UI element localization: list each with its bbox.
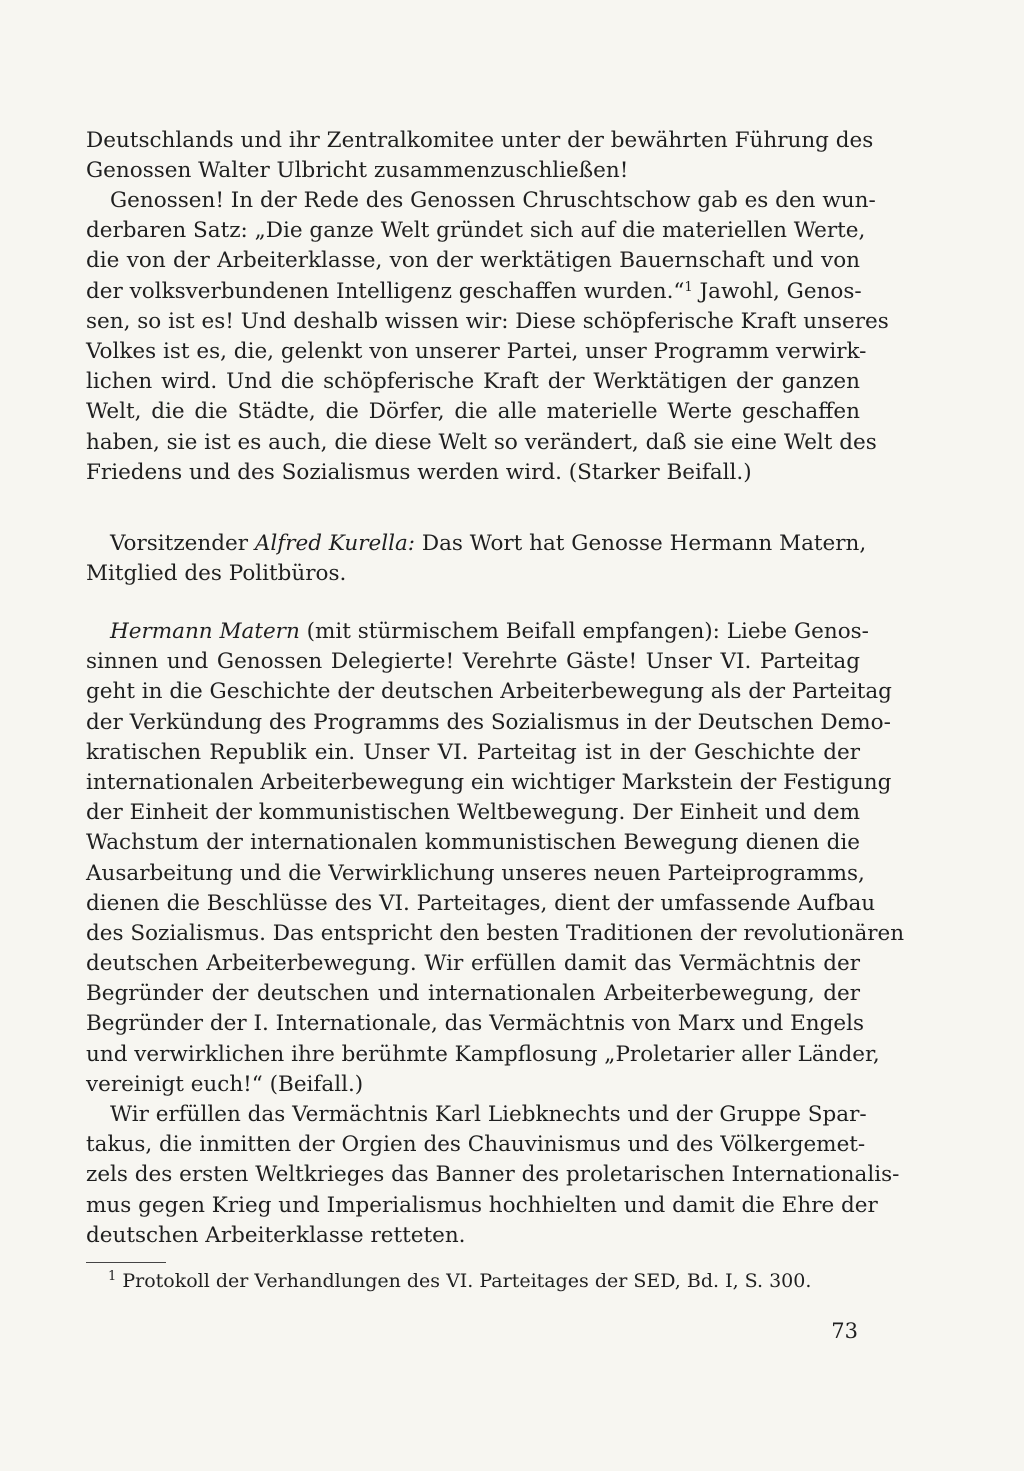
text-line: Begründer der I. Internationale, das Vermächtnis von Marx und Engels [86,1011,865,1037]
text-line: derbaren Satz: „Die ganze Welt gründet sich auf die materiellen Werte, [86,218,866,244]
text-fragment: Jawohl, Genos- [692,278,862,304]
text-line: geht in die Geschichte der deutschen Arbeiterbewegung als der Parteitag [86,679,892,705]
text-line: dienen die Beschlüsse des VI. Parteitages, dient der umfassende Aufbau [86,890,876,916]
text-line: Ausarbeitung und die Verwirklichung unseres neuen Parteiprogramms, [86,860,865,886]
text-line: kratischen Republik ein. Unser VI. Parteitag ist in der Geschichte der [86,739,860,765]
text-line: Wachstum der internationalen kommunistischen Bewegung dienen die [86,830,860,856]
text-line: der Einheit der kommunistischen Weltbewegung. Der Einheit und dem [86,800,860,826]
footnote-text [86,1267,860,1295]
text-fragment: (mit stürmischem Beifall empfangen): Liebe Genos- [299,619,869,644]
footnote-marker: 1 [108,1269,117,1284]
text-line: Friedens und des Sozialismus werden wird. (Starker Beifall.) [86,459,752,485]
text-line: Wir erfüllen das Vermächtnis Karl Liebknechts und der Gruppe Spar- [110,1102,867,1127]
text-line: lichen wird. Und die schöpferische Kraft der Werktätigen der ganzen [86,369,860,395]
text-line: Mitglied des Politbüros. [86,561,347,587]
paragraph-liebknecht [86,1100,900,1251]
text-fragment: der volksverbundenen Intelligenz geschaffen wurden.“ [86,278,685,304]
speaker-name: Hermann Matern [110,619,300,644]
text-fragment: Das Wort hat Genosse Hermann Matern, [415,531,867,556]
text-line: die von der Arbeiterklasse, von der werktätigen Bauernschaft und von [86,248,860,274]
text-line: takus, die inmitten der Orgien des Chauvinismus und des Völkergemet- [86,1132,866,1158]
text-line: mus gegen Krieg und Imperialismus hochhielten und damit die Ehre der [86,1192,878,1218]
text-line: haben, sie ist es auch, die diese Welt so verändert, daß sie eine Welt des [86,429,877,455]
text-line: Deutschlands und ihr Zentralkomitee unter der bewährten Führung des [86,128,874,153]
text-line: und verwirklichen ihre berühmte Kampflosung „Proletarier aller Länder, [86,1041,880,1067]
paragraph-chair-announcement [86,529,867,589]
text-line: deutschen Arbeiterklasse retteten. [86,1222,466,1248]
text-fragment: Protokoll der Verhandlungen des VI. Parteitages der SED, Bd. I, S. 300. [116,1270,812,1292]
text-fragment: Vorsitzender [110,531,255,556]
text-line: sinnen und Genossen Delegierte! Verehrte Gäste! Unser VI. Parteitag [86,649,860,675]
paragraph-continuation [86,126,874,186]
text-line: Volkes ist es, die, gelenkt von unserer Partei, unser Programm verwirk- [86,338,867,364]
footnote-reference: 1 [684,279,693,295]
speaker-name: Alfred Kurella: [254,531,416,556]
text-line [86,617,869,647]
footnote [86,1267,860,1295]
text-line: Begründer der deutschen und internationalen Arbeiterbewegung, der [86,981,860,1007]
text-line: zels des ersten Weltkrieges das Banner des proletarischen Internationalis- [86,1162,900,1188]
footnote-divider [86,1262,166,1263]
text-line: internationalen Arbeiterbewegung ein wichtiger Markstein der Festigung [86,769,892,795]
page-number: 73 [831,1319,858,1343]
text-line: des Sozialismus. Das entspricht den besten Traditionen der revolutionären [86,920,905,946]
text-line: Genossen Walter Ulbricht zusammenzuschließen! [86,158,629,184]
text-line: sen, so ist es! Und deshalb wissen wir: Diese schöpferische Kraft unseres [86,308,889,334]
text-line: Genossen! In der Rede des Genossen Chruschtschow gab es den wun- [110,188,876,213]
text-line: der Verkündung des Programms des Sozialismus in der Deutschen Demo- [86,709,891,735]
text-line: vereinigt euch!“ (Beifall.) [86,1071,364,1097]
text-line [86,529,867,559]
text-line: deutschen Arbeiterbewegung. Wir erfüllen damit das Vermächtnis der [86,951,860,977]
text-line: Welt, die die Städte, die Dörfer, die alle materielle Werte geschaffen [86,399,860,425]
paragraph-matern-speech [86,617,905,1100]
text-line [86,277,860,307]
paragraph-chruschtschow-quote [86,186,889,488]
